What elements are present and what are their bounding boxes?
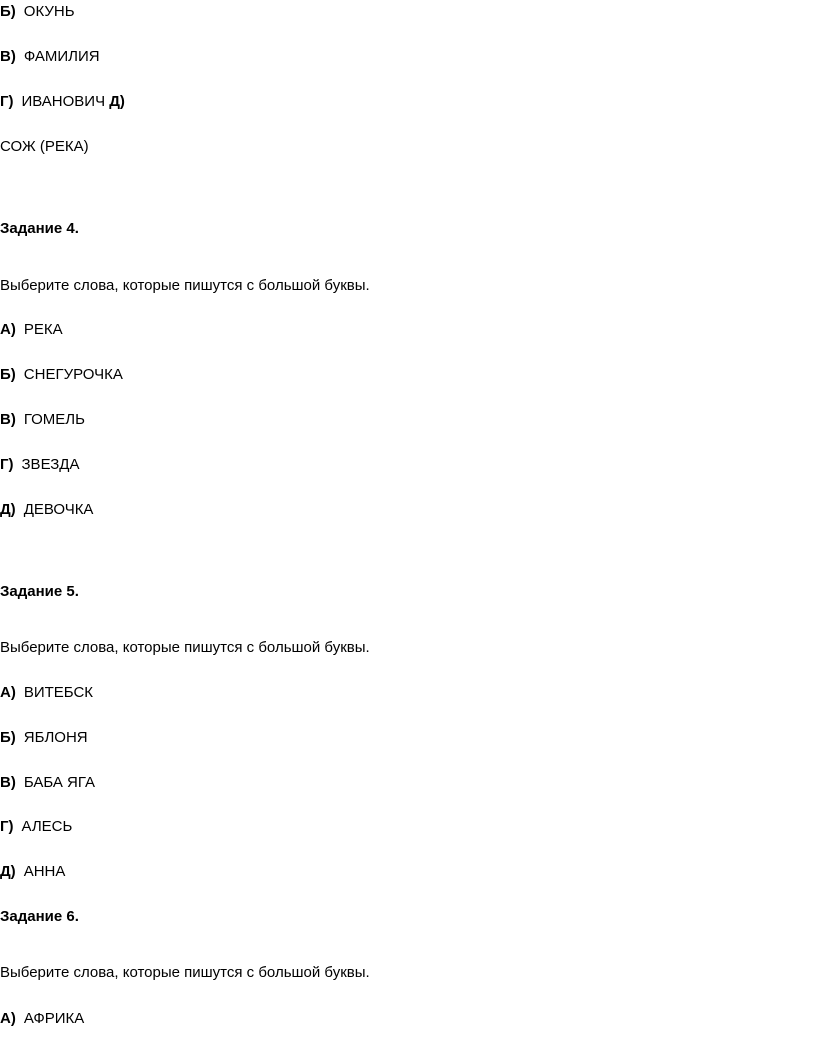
task-4-option-g [0,455,79,475]
task-5-option-b [0,728,88,748]
task-6-title: Задание 6. [0,908,79,925]
option-text: СОЖ (РЕКА) [0,138,89,155]
option-text: ФАМИЛИЯ [23,48,100,65]
option-text: АЛЕСЬ [21,818,73,835]
task-6-option-a [0,1009,84,1029]
option-text: ЗВЕЗДА [21,456,80,473]
task-5-option-v [0,773,95,793]
task-5-option-g [0,817,72,837]
option-letter: А) [0,1010,16,1027]
task-4-title: Задание 4. [0,220,79,237]
option-d-top-text [0,137,89,157]
option-text: ДЕВОЧКА [23,501,94,518]
option-g-top [0,92,133,112]
option-letter: Б) [0,729,16,746]
option-letter: Б) [0,3,16,20]
option-letter: Д) [0,863,16,880]
option-text: АФРИКА [23,1010,85,1027]
option-letter: В) [0,411,16,428]
task-4-option-d [0,500,93,520]
task-5-option-d [0,862,65,882]
option-text: ОКУНЬ [23,3,75,20]
option-text: ВИТЕБСК [23,684,94,701]
task-4-option-v [0,410,85,430]
option-text: ГОМЕЛЬ [23,411,85,428]
option-text: СНЕГУРОЧКА [23,366,123,383]
task-5-prompt: Выберите слова, которые пишутся с большой буквы. [0,639,370,656]
option-letter-d: Д) [109,93,125,110]
option-text: РЕКА [23,321,63,338]
option-text: БАБА ЯГА [23,774,95,791]
option-letter: Г) [0,456,14,473]
option-b-top [0,2,75,22]
option-text: ИВАНОВИЧ [21,93,106,110]
option-text: АННА [23,863,66,880]
task-4-option-b [0,365,123,385]
task-4-option-a [0,320,63,340]
task-4-prompt: Выберите слова, которые пишутся с большой буквы. [0,277,370,294]
option-letter: Г) [0,93,14,110]
task-5-option-a [0,683,93,703]
task-6-prompt: Выберите слова, которые пишутся с большой буквы. [0,964,370,981]
option-letter: Г) [0,818,14,835]
option-text: ЯБЛОНЯ [23,729,88,746]
option-letter: В) [0,48,16,65]
option-letter: А) [0,321,16,338]
option-letter: Д) [0,501,16,518]
option-letter: Б) [0,366,16,383]
option-v-top [0,47,100,67]
option-letter: А) [0,684,16,701]
task-5-title: Задание 5. [0,583,79,600]
option-letter: В) [0,774,16,791]
